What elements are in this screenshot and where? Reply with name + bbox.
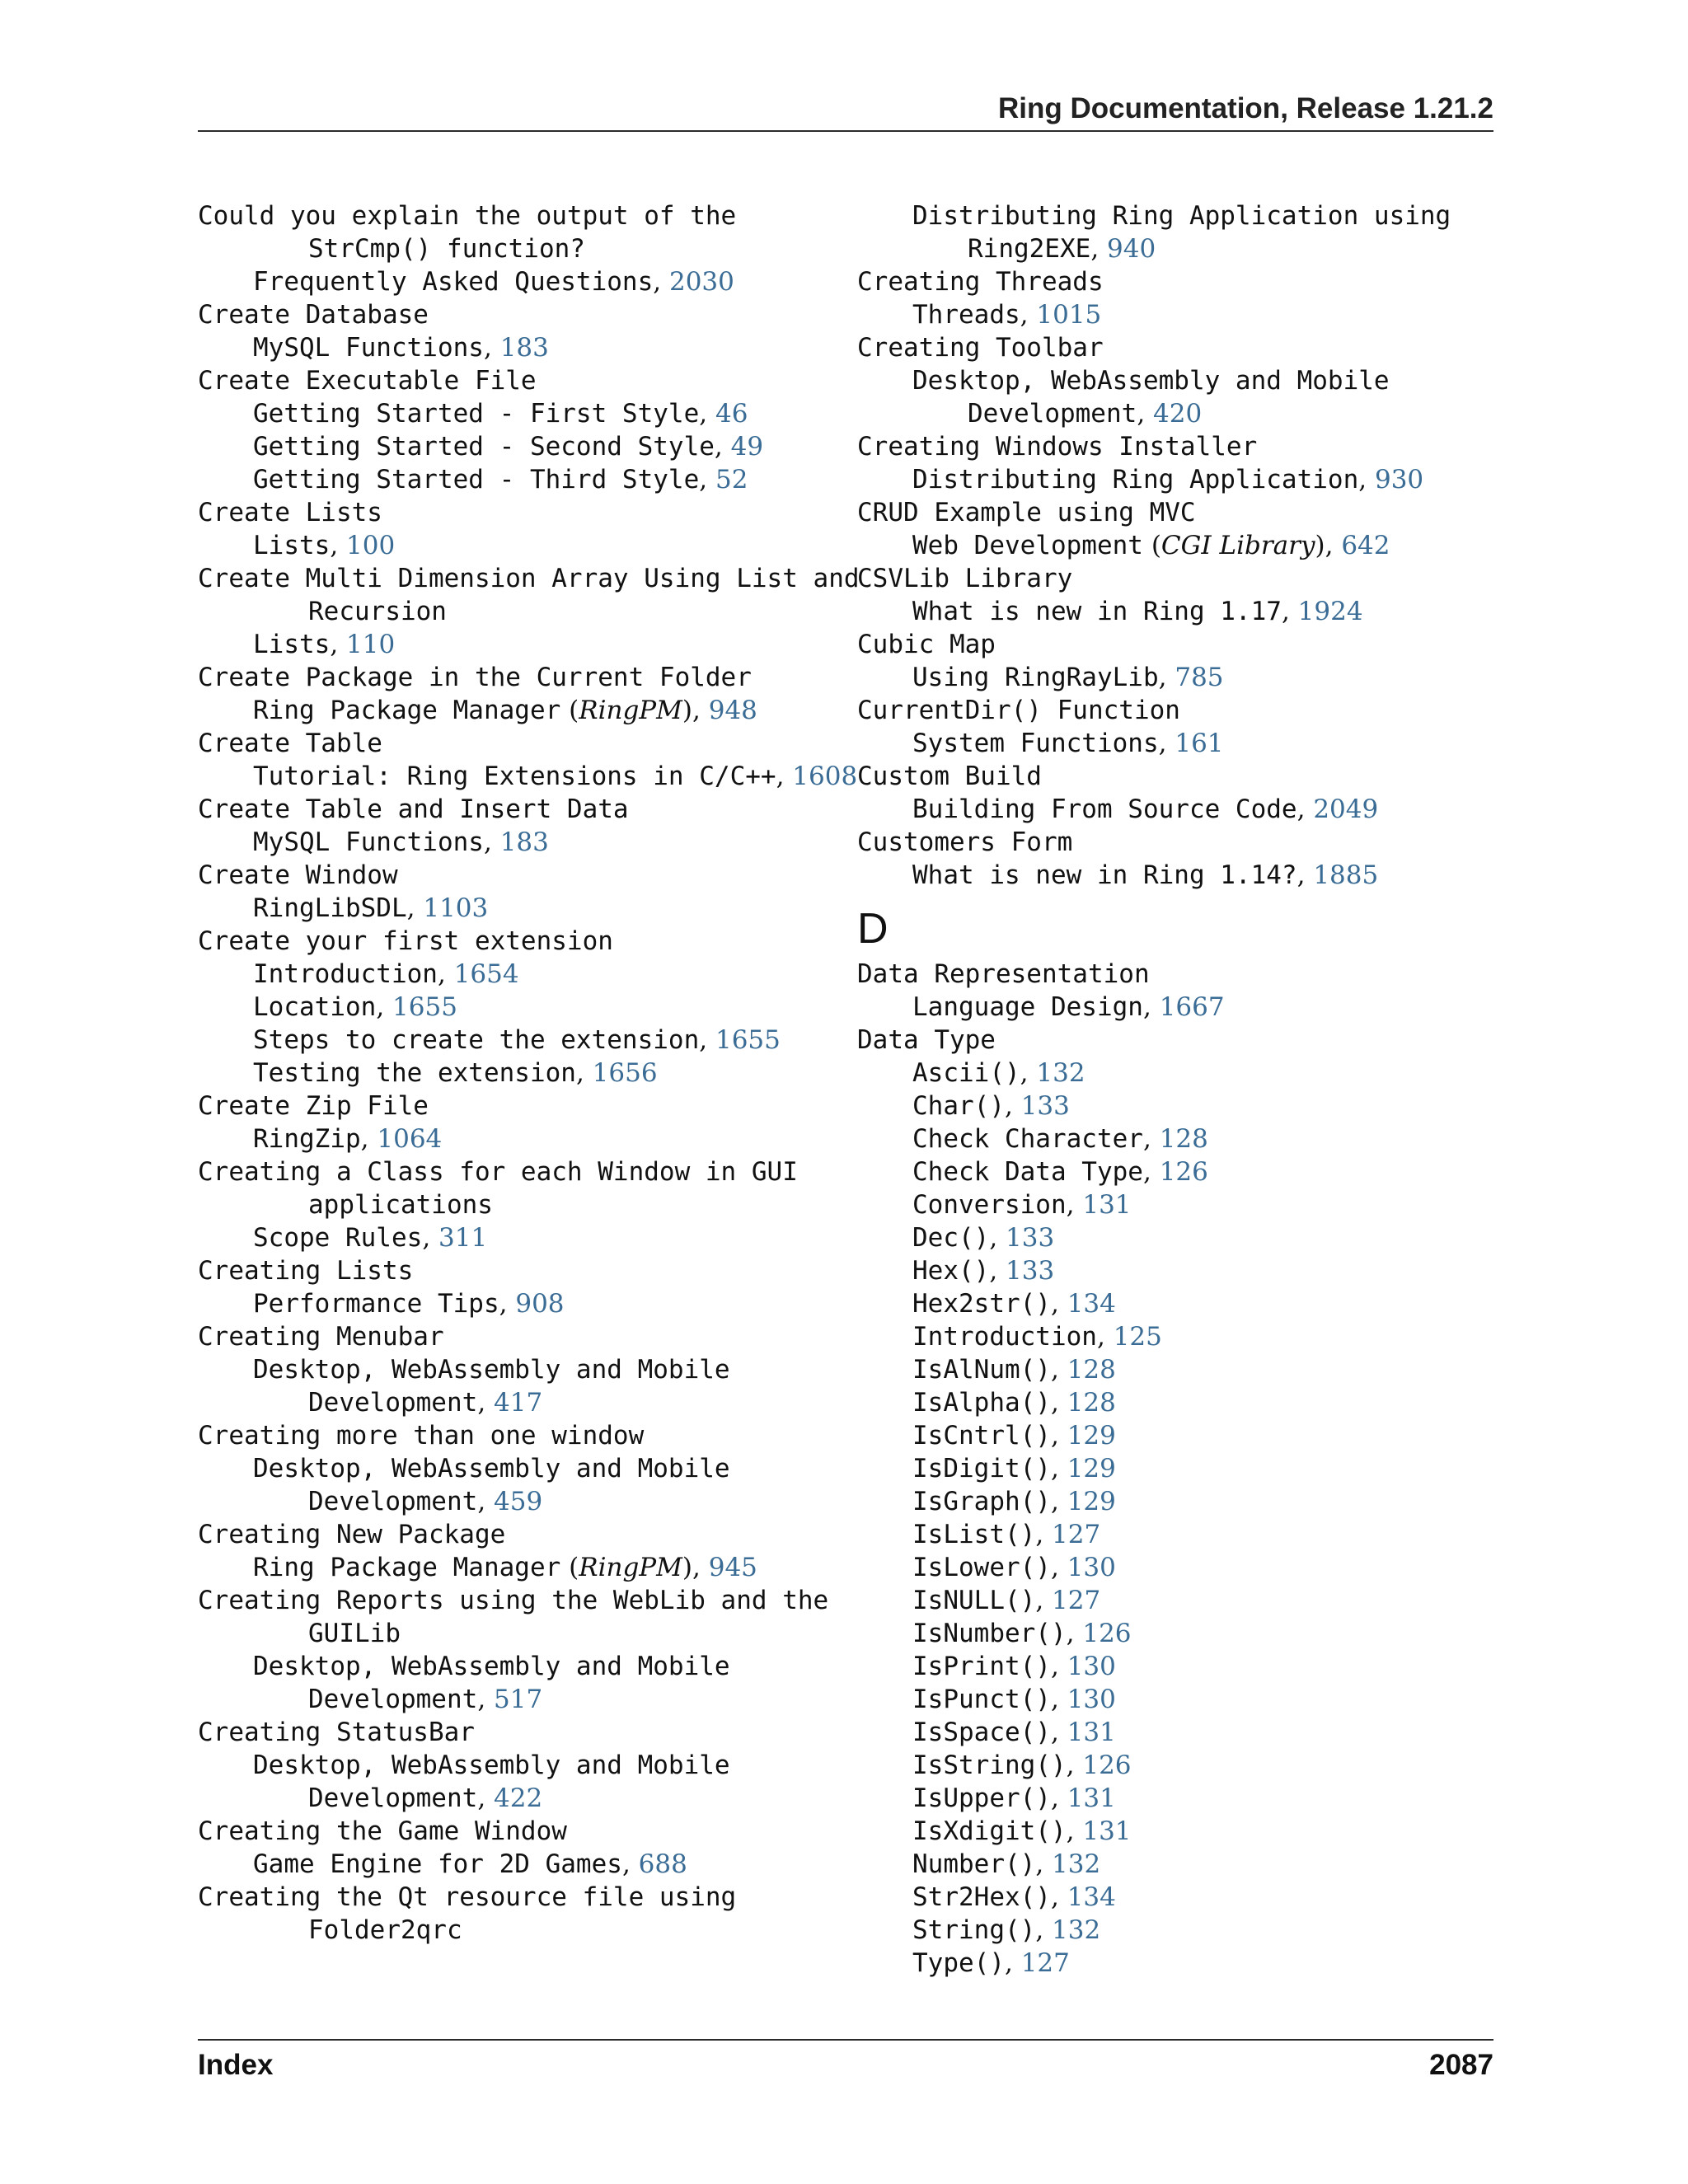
index-term [857,760,1500,793]
page-link[interactable]: 1924 [1297,597,1363,626]
index-subentry [198,1650,849,1683]
index-subentry: Conversion, 131 [912,1190,1132,1220]
index-entry-text: Performance Tips [253,1289,499,1319]
page-link[interactable]: 126 [1159,1157,1208,1187]
index-entry-text: Custom Build [857,762,1042,791]
index-subentry: String(), 132 [912,1915,1101,1945]
index-entry-text: Hex() [912,1256,990,1286]
page-link[interactable]: 1608 [792,762,858,791]
index-subentry: IsString(), 126 [912,1750,1132,1780]
page-link[interactable]: 134 [1067,1882,1116,1912]
index-entry-text: IsAlpha() [912,1388,1051,1418]
index-entry-text: Str2Hex() [912,1882,1051,1912]
index-entry-text: IsCntrl() [912,1421,1051,1451]
page-link[interactable]: 134 [1067,1289,1116,1319]
index-subentry [198,1452,849,1485]
page-link[interactable]: 133 [1006,1256,1055,1286]
index-entry-text: applications [308,1190,493,1220]
index-subentry: Char(), 133 [912,1091,1070,1121]
page-link[interactable]: 131 [1082,1816,1132,1846]
page-link[interactable]: 100 [346,531,396,560]
page-link[interactable]: 131 [1082,1190,1132,1220]
index-subentry [198,1617,849,1650]
index-column-right [857,199,1500,1980]
index-entry-text: Create Window [198,860,398,890]
index-entry-text: IsGraph() [912,1487,1051,1516]
index-term [857,1024,1500,1057]
index-entry-text: Create Table and Insert Data [198,794,629,824]
index-subentry: What is new in Ring 1.17, 1924 [912,597,1363,626]
page-link[interactable]: 127 [1052,1586,1101,1615]
index-entry-text: Number() [912,1849,1036,1879]
page-header [198,89,1493,132]
index-entry-text: Creating Threads [857,267,1104,297]
index-entry-text: CRUD Example using MVC [857,498,1196,527]
index-entry-text: Type() [912,1948,1005,1978]
index-subentry: IsNumber(), 126 [912,1619,1132,1648]
index-term [198,562,860,595]
footer-section-label: Index [198,2049,274,2081]
index-subentry: IsLower(), 130 [912,1553,1116,1582]
index-subentry: Lists, 100 [253,531,396,560]
index-entry-text: Could you explain the output of the [198,201,737,231]
page-link[interactable]: 1655 [715,1025,781,1055]
index-entry-text: Distributing Ring Application using [912,201,1451,231]
index-section-letter: D [857,905,889,953]
index-subentry: Building From Source Code, 2049 [912,794,1379,824]
index-term [198,661,849,694]
index-entry-text: Desktop, WebAssembly and Mobile [912,366,1390,396]
index-subentry: Getting Started - Second Style, 49 [253,432,764,462]
index-term [198,1815,849,1848]
index-entry-text: Scope Rules [253,1223,423,1253]
index-entry-text: Ring Package Manager [253,696,561,725]
index-subentry: Location, 1655 [253,992,457,1022]
index-entry-text: Steps to create the extension [253,1025,700,1055]
index-entry-text: What is new in Ring 1.14? [912,860,1297,890]
page-link[interactable]: 1654 [453,959,519,989]
index-term [198,1881,849,1914]
index-entry-qualifier: CGI Library [1160,531,1315,560]
page-link[interactable]: 945 [708,1553,757,1582]
index-entry-text: StrCmp() function? [308,234,585,264]
index-entry-text: Development [968,399,1137,429]
index-subentry: IsDigit(), 129 [912,1454,1116,1483]
index-entry-text: Create Zip File [198,1091,429,1121]
index-entry-text: Conversion [912,1190,1067,1220]
page-footer [198,2039,1493,2090]
index-entry-text: Creating Windows Installer [857,432,1258,462]
index-term [198,496,849,529]
page-link[interactable]: 131 [1067,1718,1116,1747]
index-subentry [198,232,849,265]
index-subentry: IsUpper(), 131 [912,1783,1116,1813]
index-entry-text: Recursion [308,597,447,626]
page-link[interactable]: 110 [346,630,396,659]
index-entry-text: Development [308,1388,478,1418]
index-subentry: Testing the extension, 1656 [253,1058,658,1088]
index-term [198,364,849,397]
index-subentry: IsList(), 127 [912,1520,1101,1549]
index-subentry: Steps to create the extension, 1655 [253,1025,781,1055]
index-subentry: Development, 422 [308,1783,543,1813]
document-title: Ring Documentation, Release 1.21.2 [997,92,1493,124]
index-subentry: Development, 517 [308,1685,543,1714]
index-term [198,1518,849,1551]
index-term [198,199,849,232]
index-subentry: Ring Package Manager (RingPM), 948 [253,696,757,725]
page-link[interactable]: 940 [1107,234,1156,264]
index-subentry [198,595,849,628]
index-entry-text: Using RingRayLib [912,663,1159,692]
index-entry-text: IsAlNum() [912,1355,1051,1385]
index-entry-text: MySQL Functions [253,333,484,363]
index-subentry: Web Development (CGI Library), 642 [912,531,1390,560]
index-entry-text: Getting Started - First Style [253,399,700,429]
index-entry-text: Creating Lists [198,1256,414,1286]
index-entry-text: Check Data Type [912,1157,1143,1187]
index-term [198,1254,849,1287]
index-entry-text: Development [308,1783,478,1813]
index-term [198,727,849,760]
index-subentry: Tutorial: Ring Extensions in C/C++, 1608 [253,762,858,791]
index-entry-text: Language Design [912,992,1143,1022]
page-link[interactable]: 128 [1067,1355,1116,1385]
index-entry-text: Getting Started - Third Style [253,465,700,494]
index-entry-text: Data Representation [857,959,1150,989]
index-subentry: RingLibSDL, 1103 [253,893,489,923]
index-subentry: Distributing Ring Application, 930 [912,465,1424,494]
index-subentry: Game Engine for 2D Games, 688 [253,1849,687,1879]
page-link[interactable]: 908 [515,1289,565,1319]
index-subentry: Hex2str(), 134 [912,1289,1116,1319]
index-subentry: IsAlpha(), 128 [912,1388,1116,1418]
index-column-left [198,199,860,1947]
page-link[interactable]: 1015 [1036,300,1102,330]
index-entry-text: Create Table [198,729,382,758]
index-subentry: IsPunct(), 130 [912,1685,1116,1714]
index-entry-text: Tutorial: Ring Extensions in C/C++ [253,762,776,791]
index-subentry: Using RingRayLib, 785 [912,663,1224,692]
index-entry-text: MySQL Functions [253,827,484,857]
index-entry-qualifier: RingPM [579,696,682,725]
index-entry-text: Location [253,992,377,1022]
page-link[interactable]: 517 [494,1685,543,1714]
index-subentry: Development, 459 [308,1487,543,1516]
page-link[interactable]: 948 [708,696,757,725]
page-link[interactable]: 183 [499,827,549,857]
index-entry-qualifier: RingPM [579,1553,682,1582]
index-entry-text: IsSpace() [912,1718,1051,1747]
index-entry-text: Lists [253,630,331,659]
index-subentry [857,364,1500,397]
index-entry-text: IsPrint() [912,1652,1051,1681]
index-subentry: Development, 417 [308,1388,543,1418]
page-link[interactable]: 642 [1341,531,1390,560]
page-link[interactable]: 125 [1113,1322,1162,1352]
index-entry-text: Web Development [912,531,1143,560]
index-entry-text: IsString() [912,1750,1067,1780]
page-link[interactable]: 1103 [423,893,489,923]
page-link[interactable]: 133 [1006,1223,1055,1253]
index-term [198,298,849,331]
index-entry-text: Creating a Class for each Window in GUI [198,1157,798,1187]
index-entry-text: IsDigit() [912,1454,1051,1483]
index-entry-text: Creating Reports using the WebLib and the [198,1586,829,1615]
index-entry-text: Ring Package Manager [253,1553,561,1582]
index-entry-text: Creating Toolbar [857,333,1104,363]
index-entry-text: RingZip [253,1124,361,1154]
index-entry-text: What is new in Ring 1.17 [912,597,1282,626]
index-entry-text: Desktop, WebAssembly and Mobile [253,1355,730,1385]
index-subentry: Lists, 110 [253,630,396,659]
page-link[interactable]: 129 [1067,1454,1116,1483]
index-entry-text: Creating the Game Window [198,1816,567,1846]
page-link[interactable]: 311 [438,1223,488,1253]
index-entry-text: Hex2str() [912,1289,1051,1319]
index-entry-text: Cubic Map [857,630,996,659]
page-link[interactable]: 1667 [1159,992,1225,1022]
index-term [857,958,1500,991]
index-entry-text: Dec() [912,1223,990,1253]
index-entry-text: Create Executable File [198,366,537,396]
index-term [857,331,1500,364]
index-subentry: IsGraph(), 129 [912,1487,1116,1516]
index-subentry: Ascii(), 132 [912,1058,1085,1088]
index-entry-text: Creating more than one window [198,1421,645,1451]
index-term [857,430,1500,463]
index-term [857,562,1500,595]
index-entry-text: Introduction [253,959,438,989]
page-link[interactable]: 129 [1067,1421,1116,1451]
index-subentry: IsNULL(), 127 [912,1586,1101,1615]
page-link[interactable]: 127 [1052,1520,1101,1549]
index-entry-text: GUILib [308,1619,401,1648]
index-entry-text: Check Character [912,1124,1143,1154]
index-subentry: Check Character, 128 [912,1124,1208,1154]
page-link[interactable]: 1655 [392,992,457,1022]
index-entry-text: Desktop, WebAssembly and Mobile [253,1652,730,1681]
page-link[interactable]: 46 [715,399,748,429]
index-term [857,496,1500,529]
page-link[interactable]: 1885 [1313,860,1379,890]
page-link[interactable]: 1064 [377,1124,443,1154]
index-subentry: MySQL Functions, 183 [253,333,549,363]
index-entry-text: IsUpper() [912,1783,1051,1813]
page-link[interactable]: 49 [730,432,764,462]
index-subentry: MySQL Functions, 183 [253,827,549,857]
index-subentry: Ring Package Manager (RingPM), 945 [253,1553,757,1582]
index-term [198,1155,849,1188]
page-link[interactable]: 785 [1175,663,1224,692]
index-entry-text: Folder2qrc [308,1915,462,1945]
index-entry-text: String() [912,1915,1036,1945]
page-link[interactable]: 130 [1067,1652,1116,1681]
index-entry-text: IsNumber() [912,1619,1067,1648]
page-link[interactable]: 132 [1036,1058,1085,1088]
index-term [198,793,849,826]
index-subentry [198,1353,849,1386]
index-entry-text: Creating the Qt resource file using [198,1882,737,1912]
index-entry-text: Create Database [198,300,429,330]
index-entry-text: Desktop, WebAssembly and Mobile [253,1750,730,1780]
index-entry-text: Introduction [912,1322,1097,1352]
index-term [857,628,1500,661]
index-entry-text: Creating StatusBar [198,1718,475,1747]
index-entry-text: Game Engine for 2D Games [253,1849,622,1879]
index-entry-text: Customers Form [857,827,1073,857]
index-entry-text: Ascii() [912,1058,1020,1088]
index-subentry: IsCntrl(), 129 [912,1421,1116,1451]
index-entry-text: Char() [912,1091,1005,1121]
page-link[interactable]: 126 [1082,1750,1132,1780]
index-entry-text: Create Package in the Current Folder [198,663,752,692]
index-entry-text: Lists [253,531,331,560]
page-link[interactable]: 52 [715,465,748,494]
page-link[interactable]: 130 [1067,1553,1116,1582]
index-subentry: Introduction, 1654 [253,959,519,989]
page-link[interactable]: 459 [494,1487,543,1516]
page-link[interactable]: 422 [494,1783,543,1813]
page-link[interactable]: 420 [1153,399,1203,429]
index-entry-text: Distributing Ring Application [912,465,1359,494]
index-subentry: IsXdigit(), 131 [912,1816,1132,1846]
index-term [857,826,1500,859]
index-entry-text: Testing the extension [253,1058,576,1088]
index-subentry [198,1749,849,1782]
index-entry-text: Create your first extension [198,926,613,956]
index-term [198,859,849,892]
page-link[interactable]: 688 [638,1849,687,1879]
index-entry-text: Development [308,1487,478,1516]
page-link[interactable]: 183 [499,333,549,363]
index-entry-text: Create Lists [198,498,382,527]
index-subentry: Check Data Type, 126 [912,1157,1208,1187]
index-entry-text: IsLower() [912,1553,1051,1582]
index-entry-text: Development [308,1685,478,1714]
index-entry-text: Getting Started - Second Style [253,432,715,462]
index-subentry: RingZip, 1064 [253,1124,443,1154]
index-subentry: Language Design, 1667 [912,992,1225,1022]
index-term [857,694,1500,727]
index-entry-text: Desktop, WebAssembly and Mobile [253,1454,730,1483]
footer-page-number: 2087 [1429,2049,1493,2081]
index-entry-text: Threads [912,300,1020,330]
page-link[interactable]: 131 [1067,1783,1116,1813]
index-subentry: Introduction, 125 [912,1322,1162,1352]
index-entry-text: RingLibSDL [253,893,407,923]
index-entry-text: System Functions [912,729,1159,758]
page-link[interactable]: 132 [1052,1915,1101,1945]
page-link[interactable]: 2049 [1313,794,1379,824]
index-term [198,1716,849,1749]
index-entry-text: Create Multi Dimension Array Using List and [198,564,860,593]
index-entry-text: IsPunct() [912,1685,1051,1714]
index-entry-text: Creating New Package [198,1520,506,1549]
index-entry-text: IsList() [912,1520,1036,1549]
page-link[interactable]: 133 [1020,1091,1070,1121]
index-subentry: Dec(), 133 [912,1223,1055,1253]
index-term [198,1584,849,1617]
index-subentry: Str2Hex(), 134 [912,1882,1116,1912]
index-subentry: Performance Tips, 908 [253,1289,565,1319]
page-link[interactable]: 129 [1067,1487,1116,1516]
index-entry-text: CSVLib Library [857,564,1073,593]
index-term [198,1090,849,1122]
index-subentry: What is new in Ring 1.14?, 1885 [912,860,1379,890]
page-link[interactable]: 130 [1067,1685,1116,1714]
index-subentry: System Functions, 161 [912,729,1224,758]
index-subentry: Number(), 132 [912,1849,1101,1879]
index-entry-text: CurrentDir() Function [857,696,1180,725]
index-term [198,1419,849,1452]
index-subentry: Frequently Asked Questions, 2030 [253,267,734,297]
page-link[interactable]: 127 [1020,1948,1070,1978]
index-subentry: Type(), 127 [912,1948,1070,1978]
index-subentry [198,1914,849,1947]
index-subentry: Threads, 1015 [912,300,1102,330]
page-link[interactable]: 161 [1175,729,1224,758]
page-link[interactable]: 417 [494,1388,543,1418]
page-link[interactable]: 126 [1082,1619,1132,1648]
index-term [198,925,849,958]
index-subentry: Development, 420 [968,399,1203,429]
page-link[interactable]: 128 [1067,1388,1116,1418]
page-link[interactable]: 132 [1052,1849,1101,1879]
index-entry-text: IsNULL() [912,1586,1036,1615]
index-subentry: Ring2EXE, 940 [968,234,1156,264]
page-link[interactable]: 1656 [592,1058,658,1088]
index-entry-text: Creating Menubar [198,1322,444,1352]
index-entry-text: Frequently Asked Questions [253,267,654,297]
index-subentry: IsSpace(), 131 [912,1718,1116,1747]
index-subentry: Scope Rules, 311 [253,1223,488,1253]
index-subentry: Getting Started - Third Style, 52 [253,465,748,494]
index-subentry: Hex(), 133 [912,1256,1055,1286]
index-entry-text: Data Type [857,1025,996,1055]
index-subentry: IsPrint(), 130 [912,1652,1116,1681]
index-subentry [857,199,1500,232]
index-subentry: IsAlNum(), 128 [912,1355,1116,1385]
page-link[interactable]: 2030 [668,267,734,297]
index-entry-text: IsXdigit() [912,1816,1067,1846]
index-entry-text: Building From Source Code [912,794,1297,824]
index-term [857,265,1500,298]
index-subentry [198,1188,849,1221]
index-subentry: Getting Started - First Style, 46 [253,399,748,429]
index-term [198,1320,849,1353]
page-link[interactable]: 128 [1159,1124,1208,1154]
index-entry-text: Ring2EXE [968,234,1091,264]
page-link[interactable]: 930 [1374,465,1424,494]
